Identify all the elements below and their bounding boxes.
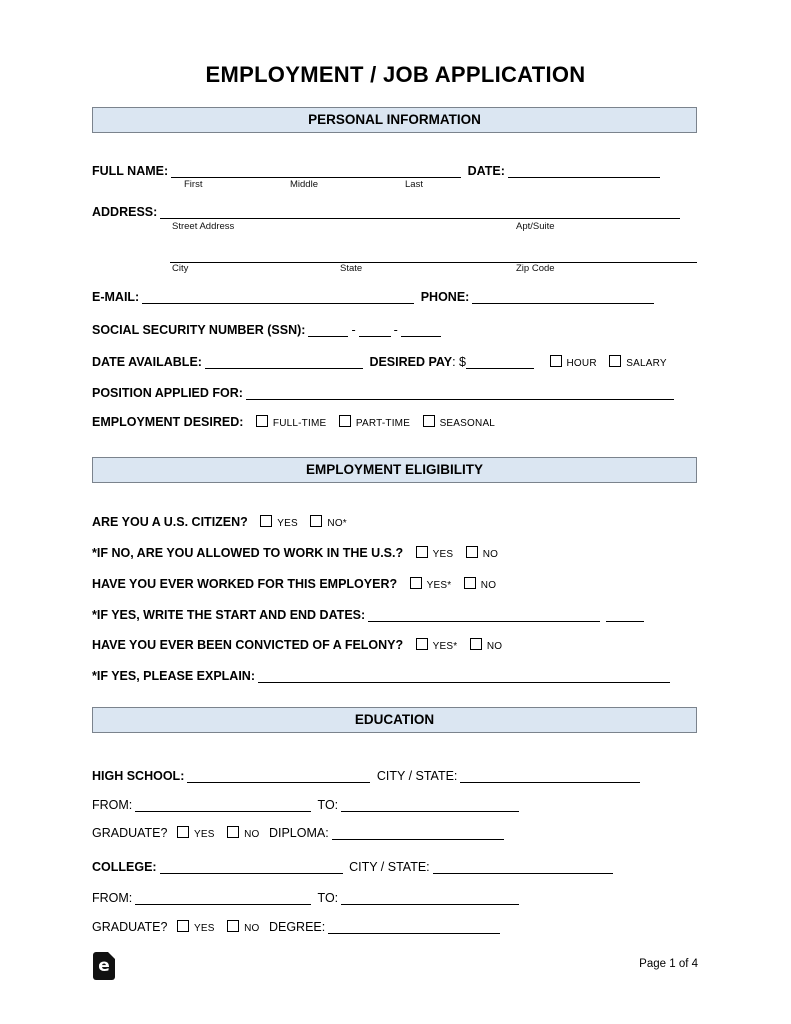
section-header-personal-information: PERSONAL INFORMATION	[92, 107, 697, 133]
address-label: ADDRESS:	[92, 205, 158, 219]
allowed-no-checkbox[interactable]	[466, 546, 478, 558]
hs-from-label: FROM:	[92, 798, 133, 812]
degree-label: DEGREE:	[268, 920, 326, 934]
caption-first: First	[184, 179, 203, 190]
felony-no-checkbox[interactable]	[470, 638, 482, 650]
college-city-state-input-line[interactable]	[433, 859, 613, 874]
full-time-option	[256, 418, 326, 429]
high-school-row	[92, 768, 698, 784]
caption-last: Last	[405, 179, 423, 190]
seasonal-option	[423, 418, 496, 429]
worked-yes-label: YES*	[426, 580, 452, 591]
caption-apt-suite: Apt/Suite	[516, 221, 555, 232]
college-graduate-yes-checkbox[interactable]	[177, 920, 189, 932]
citizen-yes-option	[260, 518, 298, 529]
felony-question-label: HAVE YOU EVER BEEN CONVICTED OF A FELONY?	[92, 638, 404, 652]
hs-graduate-yes-checkbox[interactable]	[177, 826, 189, 838]
ssn-row	[92, 322, 698, 338]
college-graduate-no-option	[227, 923, 259, 934]
citizen-question-row	[92, 514, 698, 532]
felony-no-option	[470, 641, 502, 652]
email-phone-row	[92, 289, 698, 305]
ssn-hyphen-1: -	[351, 323, 356, 337]
caption-zip-code: Zip Code	[516, 263, 555, 274]
hs-to-label: TO:	[317, 798, 339, 812]
full-name-label: FULL NAME:	[92, 164, 169, 178]
college-dates-row	[92, 890, 698, 906]
section-header-education: EDUCATION	[92, 707, 697, 733]
college-city-state-label: CITY / STATE:	[349, 860, 430, 874]
high-school-label: HIGH SCHOOL:	[92, 769, 185, 783]
college-from-input-line[interactable]	[135, 890, 311, 905]
felony-explain-label: *IF YES, PLEASE EXPLAIN:	[92, 669, 256, 683]
desired-pay-suffix: : $	[452, 355, 467, 369]
start-end-dates-label: *IF YES, WRITE THE START AND END DATES:	[92, 608, 366, 622]
hour-option-label: HOUR	[566, 358, 597, 369]
salary-option-label: SALARY	[626, 358, 667, 369]
high-school-dates-row	[92, 797, 698, 813]
hs-city-state-label: CITY / STATE:	[376, 769, 458, 783]
email-label: E-MAIL:	[92, 290, 140, 304]
ssn-part1-input-line[interactable]	[308, 322, 348, 337]
hs-graduate-no-checkbox[interactable]	[227, 826, 239, 838]
hour-option	[550, 358, 597, 369]
hs-graduate-no-option	[227, 829, 259, 840]
date-available-input-line[interactable]	[205, 354, 363, 369]
allowed-to-work-question-label: *IF NO, ARE YOU ALLOWED TO WORK IN THE U.S.?	[92, 546, 404, 560]
section-header-employment-eligibility: EMPLOYMENT ELIGIBILITY	[92, 457, 697, 483]
street-address-input-line[interactable]	[160, 204, 680, 219]
address-row	[92, 204, 698, 220]
felony-yes-option	[416, 641, 458, 652]
full-time-option-label: FULL-TIME	[272, 418, 327, 429]
desired-pay-input-line[interactable]	[466, 354, 534, 369]
college-graduate-yes-option	[177, 923, 215, 934]
hs-graduate-no-label: NO	[244, 829, 260, 840]
worked-no-option	[464, 580, 496, 591]
worked-yes-checkbox[interactable]	[410, 577, 422, 589]
felony-explain-input-line[interactable]	[258, 668, 670, 683]
high-school-input-line[interactable]	[187, 768, 370, 783]
college-input-line[interactable]	[160, 859, 343, 874]
allowed-yes-label: YES	[432, 549, 454, 560]
college-to-label: TO:	[317, 891, 339, 905]
citizen-no-checkbox[interactable]	[310, 515, 322, 527]
worked-before-question-label: HAVE YOU EVER WORKED FOR THIS EMPLOYER?	[92, 577, 398, 591]
hs-graduate-yes-option	[177, 829, 215, 840]
part-time-option	[339, 418, 410, 429]
hs-graduate-yes-label: YES	[193, 829, 215, 840]
college-graduate-label: GRADUATE?	[92, 920, 168, 934]
hs-to-input-line[interactable]	[341, 797, 519, 812]
allowed-no-label: NO	[482, 549, 499, 560]
ssn-hyphen-2: -	[393, 323, 398, 337]
seasonal-option-label: SEASONAL	[439, 418, 496, 429]
caption-street-address: Street Address	[172, 221, 235, 232]
salary-checkbox[interactable]	[609, 355, 621, 367]
college-from-label: FROM:	[92, 891, 133, 905]
citizen-question-label: ARE YOU A U.S. CITIZEN?	[92, 515, 248, 529]
citizen-no-label: NO*	[327, 518, 347, 529]
college-graduate-row	[92, 919, 698, 937]
date-input-line[interactable]	[508, 163, 660, 178]
citizen-no-option	[310, 518, 347, 529]
ssn-part3-input-line[interactable]	[401, 322, 441, 337]
college-graduate-no-label: NO	[244, 923, 260, 934]
worked-no-checkbox[interactable]	[464, 577, 476, 589]
hour-checkbox[interactable]	[550, 355, 562, 367]
hs-from-input-line[interactable]	[135, 797, 311, 812]
college-to-input-line[interactable]	[341, 890, 519, 905]
phone-input-line[interactable]	[472, 289, 654, 304]
high-school-graduate-row	[92, 825, 698, 843]
start-end-dates-row	[92, 607, 698, 623]
page-title: EMPLOYMENT / JOB APPLICATION	[205, 62, 586, 87]
allowed-no-option	[466, 549, 498, 560]
hs-city-state-input-line[interactable]	[460, 768, 640, 783]
hs-graduate-label: GRADUATE?	[92, 826, 168, 840]
part-time-option-label: PART-TIME	[355, 418, 411, 429]
full-name-input-line[interactable]	[171, 163, 461, 178]
college-label: COLLEGE:	[92, 860, 157, 874]
phone-label: PHONE:	[420, 290, 470, 304]
caption-middle: Middle	[290, 179, 318, 190]
employment-desired-row	[92, 414, 698, 432]
felony-yes-checkbox[interactable]	[416, 638, 428, 650]
allowed-yes-option	[416, 549, 454, 560]
eforms-logo-fold	[108, 952, 115, 959]
college-graduate-no-checkbox[interactable]	[227, 920, 239, 932]
full-time-checkbox[interactable]	[256, 415, 268, 427]
eforms-logo-letter: e	[98, 956, 110, 976]
college-graduate-yes-label: YES	[193, 923, 215, 934]
worked-before-question-row	[92, 576, 698, 594]
felony-no-label: NO	[486, 641, 503, 652]
position-applied-label: POSITION APPLIED FOR:	[92, 386, 243, 400]
worked-yes-option	[410, 580, 452, 591]
employment-desired-label: EMPLOYMENT DESIRED:	[92, 415, 244, 429]
date-label: DATE:	[467, 164, 505, 178]
caption-city: City	[172, 263, 189, 274]
allowed-yes-checkbox[interactable]	[416, 546, 428, 558]
salary-option	[609, 358, 666, 369]
start-end-dates-input-line-2[interactable]	[606, 607, 644, 622]
worked-no-label: NO	[480, 580, 497, 591]
date-available-label: DATE AVAILABLE:	[92, 355, 202, 369]
degree-input-line[interactable]	[328, 919, 500, 934]
full-name-row	[92, 163, 698, 179]
felony-explain-row	[92, 668, 698, 684]
ssn-part2-input-line[interactable]	[359, 322, 391, 337]
email-input-line[interactable]	[142, 289, 414, 304]
citizen-yes-checkbox[interactable]	[260, 515, 272, 527]
felony-question-row	[92, 637, 698, 655]
seasonal-checkbox[interactable]	[423, 415, 435, 427]
position-applied-row	[92, 385, 698, 401]
citizen-yes-label: YES	[277, 518, 298, 529]
college-row	[92, 859, 698, 875]
page-indicator: Page 1 of 4	[639, 958, 698, 970]
eforms-logo	[93, 952, 115, 980]
part-time-checkbox[interactable]	[339, 415, 351, 427]
caption-state: State	[340, 263, 363, 274]
diploma-input-line[interactable]	[332, 825, 504, 840]
felony-yes-label: YES*	[432, 641, 458, 652]
start-end-dates-input-line[interactable]	[368, 607, 600, 622]
address-line2-input-line[interactable]	[170, 262, 697, 263]
allowed-to-work-question-row	[92, 545, 698, 563]
diploma-label: DIPLOMA:	[268, 826, 329, 840]
date-available-row	[92, 354, 698, 372]
ssn-label: SOCIAL SECURITY NUMBER (SSN):	[92, 323, 306, 337]
position-applied-input-line[interactable]	[246, 385, 674, 400]
desired-pay-label: DESIRED PAY	[369, 355, 453, 369]
